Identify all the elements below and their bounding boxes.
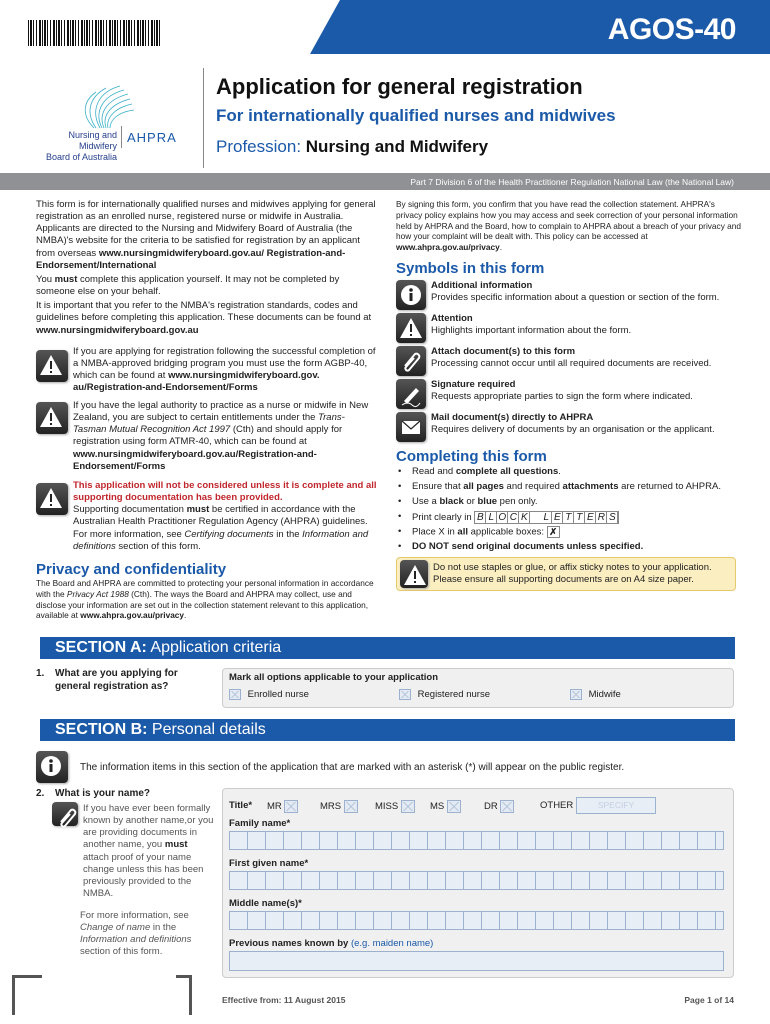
title-miss[interactable]: MISS bbox=[375, 800, 415, 813]
application-type-box: Mark all options applicable to your application Enrolled nurse Registered nurse Midwife bbox=[222, 668, 734, 708]
completing-list bbox=[398, 466, 721, 556]
checkbox[interactable] bbox=[500, 800, 514, 813]
symbols-heading: Symbols in this form bbox=[396, 260, 545, 277]
block-letters-sample: B L O C K L E T T E R S bbox=[474, 511, 619, 524]
option-registered-nurse[interactable]: Registered nurse bbox=[399, 689, 490, 701]
change-of-name-note: For more information, see Change of name in the Information and definitions section of this form. bbox=[80, 910, 192, 958]
option-midwife[interactable]: Midwife bbox=[570, 689, 621, 701]
bullet-5: • Place X in all applicable boxes: ✗ bbox=[398, 526, 721, 541]
checkbox[interactable] bbox=[570, 689, 582, 700]
bullet-4: • Print clearly in B L O C K L E T T E R S bbox=[398, 511, 721, 526]
symbol-attach: Attach document(s) to this form Processing cannot occur until all required documents are received. bbox=[396, 346, 746, 370]
attention-icon bbox=[396, 313, 426, 343]
form-code: AGOS-40 bbox=[607, 13, 736, 46]
section-b-header: SECTION B: Personal details bbox=[40, 719, 735, 741]
checkbox[interactable] bbox=[229, 689, 241, 700]
symbol-mail: Mail document(s) directly to AHPRA Requires delivery of documents by an organisation or the applicant. bbox=[396, 412, 746, 436]
title-other-specify-input[interactable]: SPECIFY bbox=[576, 797, 656, 814]
bullet-2: • Ensure that all pages and required attachments are returned to AHPRA. bbox=[398, 481, 721, 496]
completing-heading: Completing this form bbox=[396, 448, 547, 465]
note-bridging: If you are applying for registration following the successful completion of a NMBA-approved bridging program you must use the form AGBP-40, which can be found at www.nursingmidwiferyboard.gov. au/Registration-and-Endorsement/Forms bbox=[73, 346, 376, 394]
middle-name-label: Middle name(s)* bbox=[229, 898, 302, 909]
profession: Profession: Nursing and Midwifery bbox=[216, 137, 489, 156]
attention-icon bbox=[400, 560, 428, 588]
name-change-note: If you have ever been formally known by another name,or you are providing documents in another name, you must attach proof of your name change unless this has been previously provided to the NMBA. bbox=[83, 803, 214, 900]
title-divider bbox=[203, 68, 204, 168]
logo-divider bbox=[121, 126, 122, 148]
paperclip-icon bbox=[52, 802, 78, 826]
sample-checked-box: ✗ bbox=[547, 526, 560, 538]
page-title: Application for general registration bbox=[216, 74, 583, 99]
info-icon bbox=[36, 751, 68, 783]
privacy-right-text: By signing this form, you confirm that you have read the collection statement. AHPRA's privacy policy explains how you may access and seek correction of your personal information held by AHPRA and the Board, how to complain to AHPRA about a breach of your privacy and how your complaint will be dealt with. This policy can be accessed at www.ahpra.gov.au/privacy. bbox=[396, 199, 741, 253]
bullet-6: • DO NOT send original documents unless specified. bbox=[398, 541, 721, 556]
question-1-text: What are you applying for general registration as? bbox=[55, 668, 178, 692]
checkbox[interactable] bbox=[401, 800, 415, 813]
option-enrolled-nurse[interactable]: Enrolled nurse bbox=[229, 689, 309, 701]
paperclip-icon bbox=[396, 346, 426, 376]
name-form-box bbox=[222, 788, 734, 978]
question-2-text: What is your name? bbox=[55, 788, 151, 799]
title-ms[interactable]: MS bbox=[430, 800, 461, 813]
page-number: Page 1 of 14 bbox=[684, 995, 734, 1005]
attention-icon bbox=[36, 402, 68, 434]
bullet-3: • Use a black or blue pen only. bbox=[398, 496, 721, 511]
title-mrs[interactable]: MRS bbox=[320, 800, 358, 813]
title-dr[interactable]: DR bbox=[484, 800, 514, 813]
attention-icon bbox=[36, 483, 68, 515]
info-icon bbox=[396, 280, 426, 310]
symbol-additional-info: Additional information Provides specific information about a question or section of the form. bbox=[396, 280, 746, 304]
family-name-input[interactable] bbox=[229, 831, 724, 850]
page-subtitle: For internationally qualified nurses and midwives bbox=[216, 106, 616, 125]
logo-ahpra: AHPRA bbox=[127, 130, 177, 145]
family-name-label: Family name* bbox=[229, 818, 291, 829]
staples-note: Do not use staples or glue, or affix sticky notes to your application. Please ensure all supporting documents are on A4 size paper. bbox=[396, 557, 736, 591]
privacy-text: The Board and AHPRA are committed to protecting your personal information in accordance with the Privacy Act 1988 (Cth). The ways the Board and AHPRA may collect, use and disclose your information are set out in the collection statement relevant to this application, available at www.ahpra.gov.au/privacy. bbox=[36, 578, 374, 621]
crop-mark-left bbox=[12, 975, 42, 1015]
title-other: OTHER bbox=[540, 800, 574, 811]
title-row: Title* bbox=[229, 800, 253, 811]
note-new-zealand: If you have the legal authority to practice as a nurse or midwife in New Zealand, you are subject to certain entitlements under the Trans-Tasman Mutual Recognition Act 1997 (Cth) and should apply for registration using form ATMR-40, which can be found at www.nursingmidwiferyboard.gov.au/Registration-and-Endorsement/Forms bbox=[73, 400, 369, 472]
question-2-number: 2. bbox=[36, 788, 45, 799]
first-name-label: First given name* bbox=[229, 858, 309, 869]
symbol-attention: Attention Highlights important information about the form. bbox=[396, 313, 746, 337]
privacy-heading: Privacy and confidentiality bbox=[36, 561, 227, 578]
bullet-1: • Read and complete all questions. bbox=[398, 466, 721, 481]
attention-icon bbox=[36, 350, 68, 382]
question-1-number: 1. bbox=[36, 668, 45, 679]
signature-icon bbox=[396, 379, 426, 409]
previous-names-label: Previous names known by (e.g. maiden name) bbox=[229, 938, 434, 949]
title-mr[interactable]: MR bbox=[267, 800, 298, 813]
checkbox[interactable] bbox=[447, 800, 461, 813]
checkbox[interactable] bbox=[399, 689, 411, 700]
law-reference: Part 7 Division 6 of the Health Practitioner Regulation National Law (the National Law) bbox=[410, 177, 734, 187]
middle-name-input[interactable] bbox=[229, 911, 724, 930]
intro: This form is for internationally qualified nurses and midwives applying for general registration as an enrolled nurse, registered nurse or midwife in Australia. Applicants are directed to the Nursing and Midwifery Board of Australia (the NMBA)'s website for the criteria to be satisfied for registration by an applicant from overseas www.nursingmidwiferyboard.gov.au/ Registration-and-Endorsement/International You must complete this application yourself. It may not be completed by someone else on your behalf. It is important that you refer to the NMBA's registration standards, codes and guidelines before completing this application. These documents can be found at www.nursingmidwiferyboard.gov.au bbox=[36, 199, 376, 336]
symbol-signature: Signature required Requests appropriate parties to sign the form where indicated. bbox=[396, 379, 746, 403]
crop-mark-right bbox=[176, 975, 192, 1015]
checkbox[interactable] bbox=[284, 800, 298, 813]
logo-text: Nursing and Midwifery Board of Australia bbox=[45, 130, 117, 162]
first-name-input[interactable] bbox=[229, 871, 724, 890]
mail-icon bbox=[396, 412, 426, 442]
previous-names-input[interactable] bbox=[229, 951, 724, 971]
note-complete: This application will not be considered unless it is complete and all supporting documentation has been provided. Supporting documentation must be certified in accordance with the Australian Health Practitioner Regulation Agency (AHPRA) guidelines. For more information, see Certifying documents in the Information and definitions section of this form. bbox=[73, 480, 377, 552]
effective-date: Effective from: 11 August 2015 bbox=[222, 995, 346, 1005]
checkbox[interactable] bbox=[344, 800, 358, 813]
section-a-header: SECTION A: Application criteria bbox=[40, 637, 735, 659]
barcode bbox=[28, 20, 162, 46]
public-register-info: The information items in this section of the application that are marked with an asterisk (*) will appear on the public register. bbox=[80, 762, 625, 773]
